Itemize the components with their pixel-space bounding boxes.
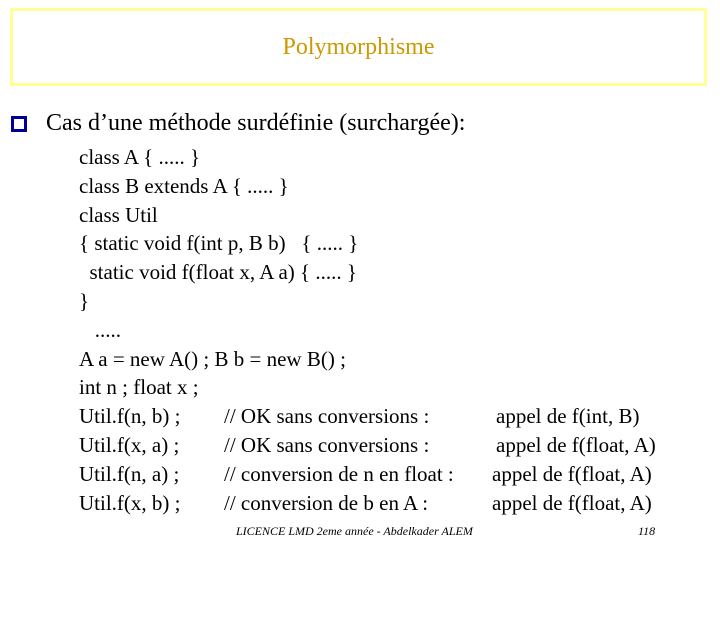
bullet-item xyxy=(10,110,465,137)
call-line xyxy=(79,402,640,431)
call-line xyxy=(79,489,652,518)
code-line: class B extends A { ..... } xyxy=(79,173,289,198)
title-box xyxy=(10,8,707,86)
call-line xyxy=(79,431,656,460)
code-line: class A { ..... } xyxy=(79,145,201,169)
call-code: Util.f(x, b) ; xyxy=(79,490,181,515)
code-line: { static void f(int p, B b) { ..... } xyxy=(79,231,359,256)
code-block xyxy=(79,143,656,517)
call-code: Util.f(n, b) ; xyxy=(79,404,181,429)
code-line: int n ; float x ; xyxy=(79,375,199,400)
call-code: Util.f(x, a) ; xyxy=(79,432,180,457)
slide-title: Polymorphisme xyxy=(282,33,435,60)
code-line: static void f(float x, A a) { ..... } xyxy=(79,260,357,285)
call-result: appel de f(float, A) xyxy=(496,432,656,457)
page-number: 118 xyxy=(638,524,656,538)
call-line xyxy=(79,460,652,489)
square-checkbox-bullet-icon xyxy=(10,115,28,133)
call-result: appel de f(float, A) xyxy=(492,461,652,486)
call-code: Util.f(n, a) ; xyxy=(79,461,180,486)
code-line: ..... xyxy=(79,317,121,342)
call-comment: // OK sans conversions : xyxy=(224,404,430,429)
footer-text: LICENCE LMD 2eme année - Abdelkader ALEM xyxy=(236,524,473,538)
call-result: appel de f(float, A) xyxy=(492,490,652,515)
code-line: A a = new A() ; B b = new B() ; xyxy=(79,346,346,371)
code-line: class Util xyxy=(79,202,158,227)
call-comment: // conversion de n en float : xyxy=(224,461,454,486)
call-result: appel de f(int, B) xyxy=(496,404,640,429)
code-line: } xyxy=(79,288,90,313)
bullet-text: Cas d’une méthode surdéfinie (surchargée): xyxy=(46,110,466,136)
call-comment: // conversion de b en A : xyxy=(224,490,429,515)
call-comment: // OK sans conversions : xyxy=(224,432,430,457)
